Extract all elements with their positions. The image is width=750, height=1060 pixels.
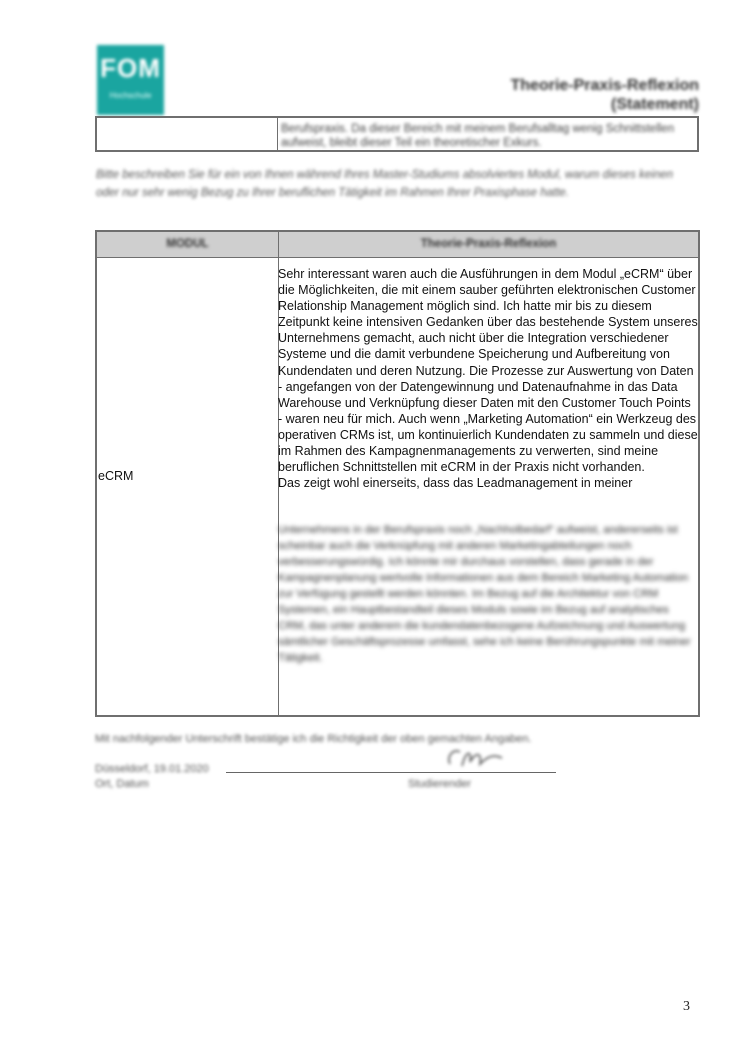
title-line-1: Theorie-Praxis-Reflexion — [510, 77, 699, 94]
confirmation-text: Mit nachfolgender Unterschrift bestätige ich die Richtigkeit der oben gemachten Angaben. — [95, 733, 532, 745]
table-header-row — [97, 232, 698, 258]
signature-line — [226, 772, 556, 773]
page-number: 3 — [683, 999, 690, 1014]
reflection-text-blurred: Unternehmens in der Berufspraxis noch „Nachholbedarf“ aufweist, andererseits ist scheinbar auch die Verknüpfung mit anderen Marketingabteilungen noch verbesserungswürdig. Ich könnte mir durchaus vorstellen, dass gerade in der Kampagnenplanung wertvolle Informationen aus dem Bereich Marketing Automation zur Verfügung gestellt werden könnten. Im Bezug auf die Architektur von CRM Systemen, ein Hauptbestandteil dieses Moduls sowie im Bezug auf analytisches CRM, das unter anderem die kundendatenbezogene Aufzeichnung und Auswertung sämtlicher Geschäftsprozesse umfasst, sehe ich keine Berührungspunkte mit meiner Tätigkeit. — [278, 524, 691, 664]
instructions-text: Bitte beschreiben Sie für ein von Ihnen während Ihres Master-Studiums absolviertes Modul, warum dieses keinen oder nur sehr wenig Bezug zu Ihrer beruflichen Tätigkeit im Rahmen Ihrer Praxisphase hatte. — [96, 169, 674, 199]
title-line-2: (Statement) — [610, 96, 699, 113]
header-reflexion: Theorie-Praxis-Reflexion — [420, 238, 557, 250]
logo-text: FOM — [100, 53, 161, 83]
reflection-paragraph-2-start: Das zeigt wohl einerseits, dass das Leadmanagement in meiner — [278, 476, 633, 491]
reflection-paragraph-1: Sehr interessant waren auch die Ausführungen in dem Modul „eCRM“ über die Möglichkeiten, die mit einem sauber geführten elektronischen Customer Relationship Management möglich sind. Ich hatte mir bis zu diesem Zeitpunkt keine intensiven Gedanken über das bestehende System unseres Unternehmens gemacht, auch nicht über die Integration verschiedener Systeme und die damit verbundene Speicherung und Aufbereitung von Kundendaten und deren Nutzung. Die Prozesse zur Auswertung von Daten - angefangen von der Datengewinnung und Datenaufnahme in das Data Warehouse und Verknüpfung dieser Daten mit den Customer Touch Points - waren neu für mich. Auch wenn „Marketing Automation“ ein Werkzeug des operativen CRMs ist, um kontinuierlich Kundendaten zu sammeln und diese im Rahmen des Kampagnenmanagements zu verwerten, sind meine beruflichen Schnittstellen mit eCRM in der Praxis nicht vorhanden. — [278, 267, 698, 475]
header-modul: MODUL — [166, 238, 209, 250]
place-date-label: Ort, Datum — [95, 778, 149, 790]
place-date-value: Düsseldorf, 19.01.2020 — [95, 763, 209, 775]
student-label: Studierender — [408, 778, 471, 790]
logo-subtext: Hochschule — [109, 91, 152, 100]
previous-table-text: Berufspraxis. Da dieser Bereich mit meinem Berufsalltag wenig Schnittstellen aufweist, bleibt dieser Teil ein theoretischer Exkurs. — [281, 123, 675, 149]
previous-table-continuation — [95, 116, 699, 152]
module-name-cell: eCRM — [98, 469, 134, 483]
reflection-text — [278, 266, 698, 526]
column-divider — [277, 118, 278, 150]
document-title — [511, 76, 700, 114]
handwritten-signature — [442, 742, 512, 772]
fom-logo — [97, 45, 164, 115]
